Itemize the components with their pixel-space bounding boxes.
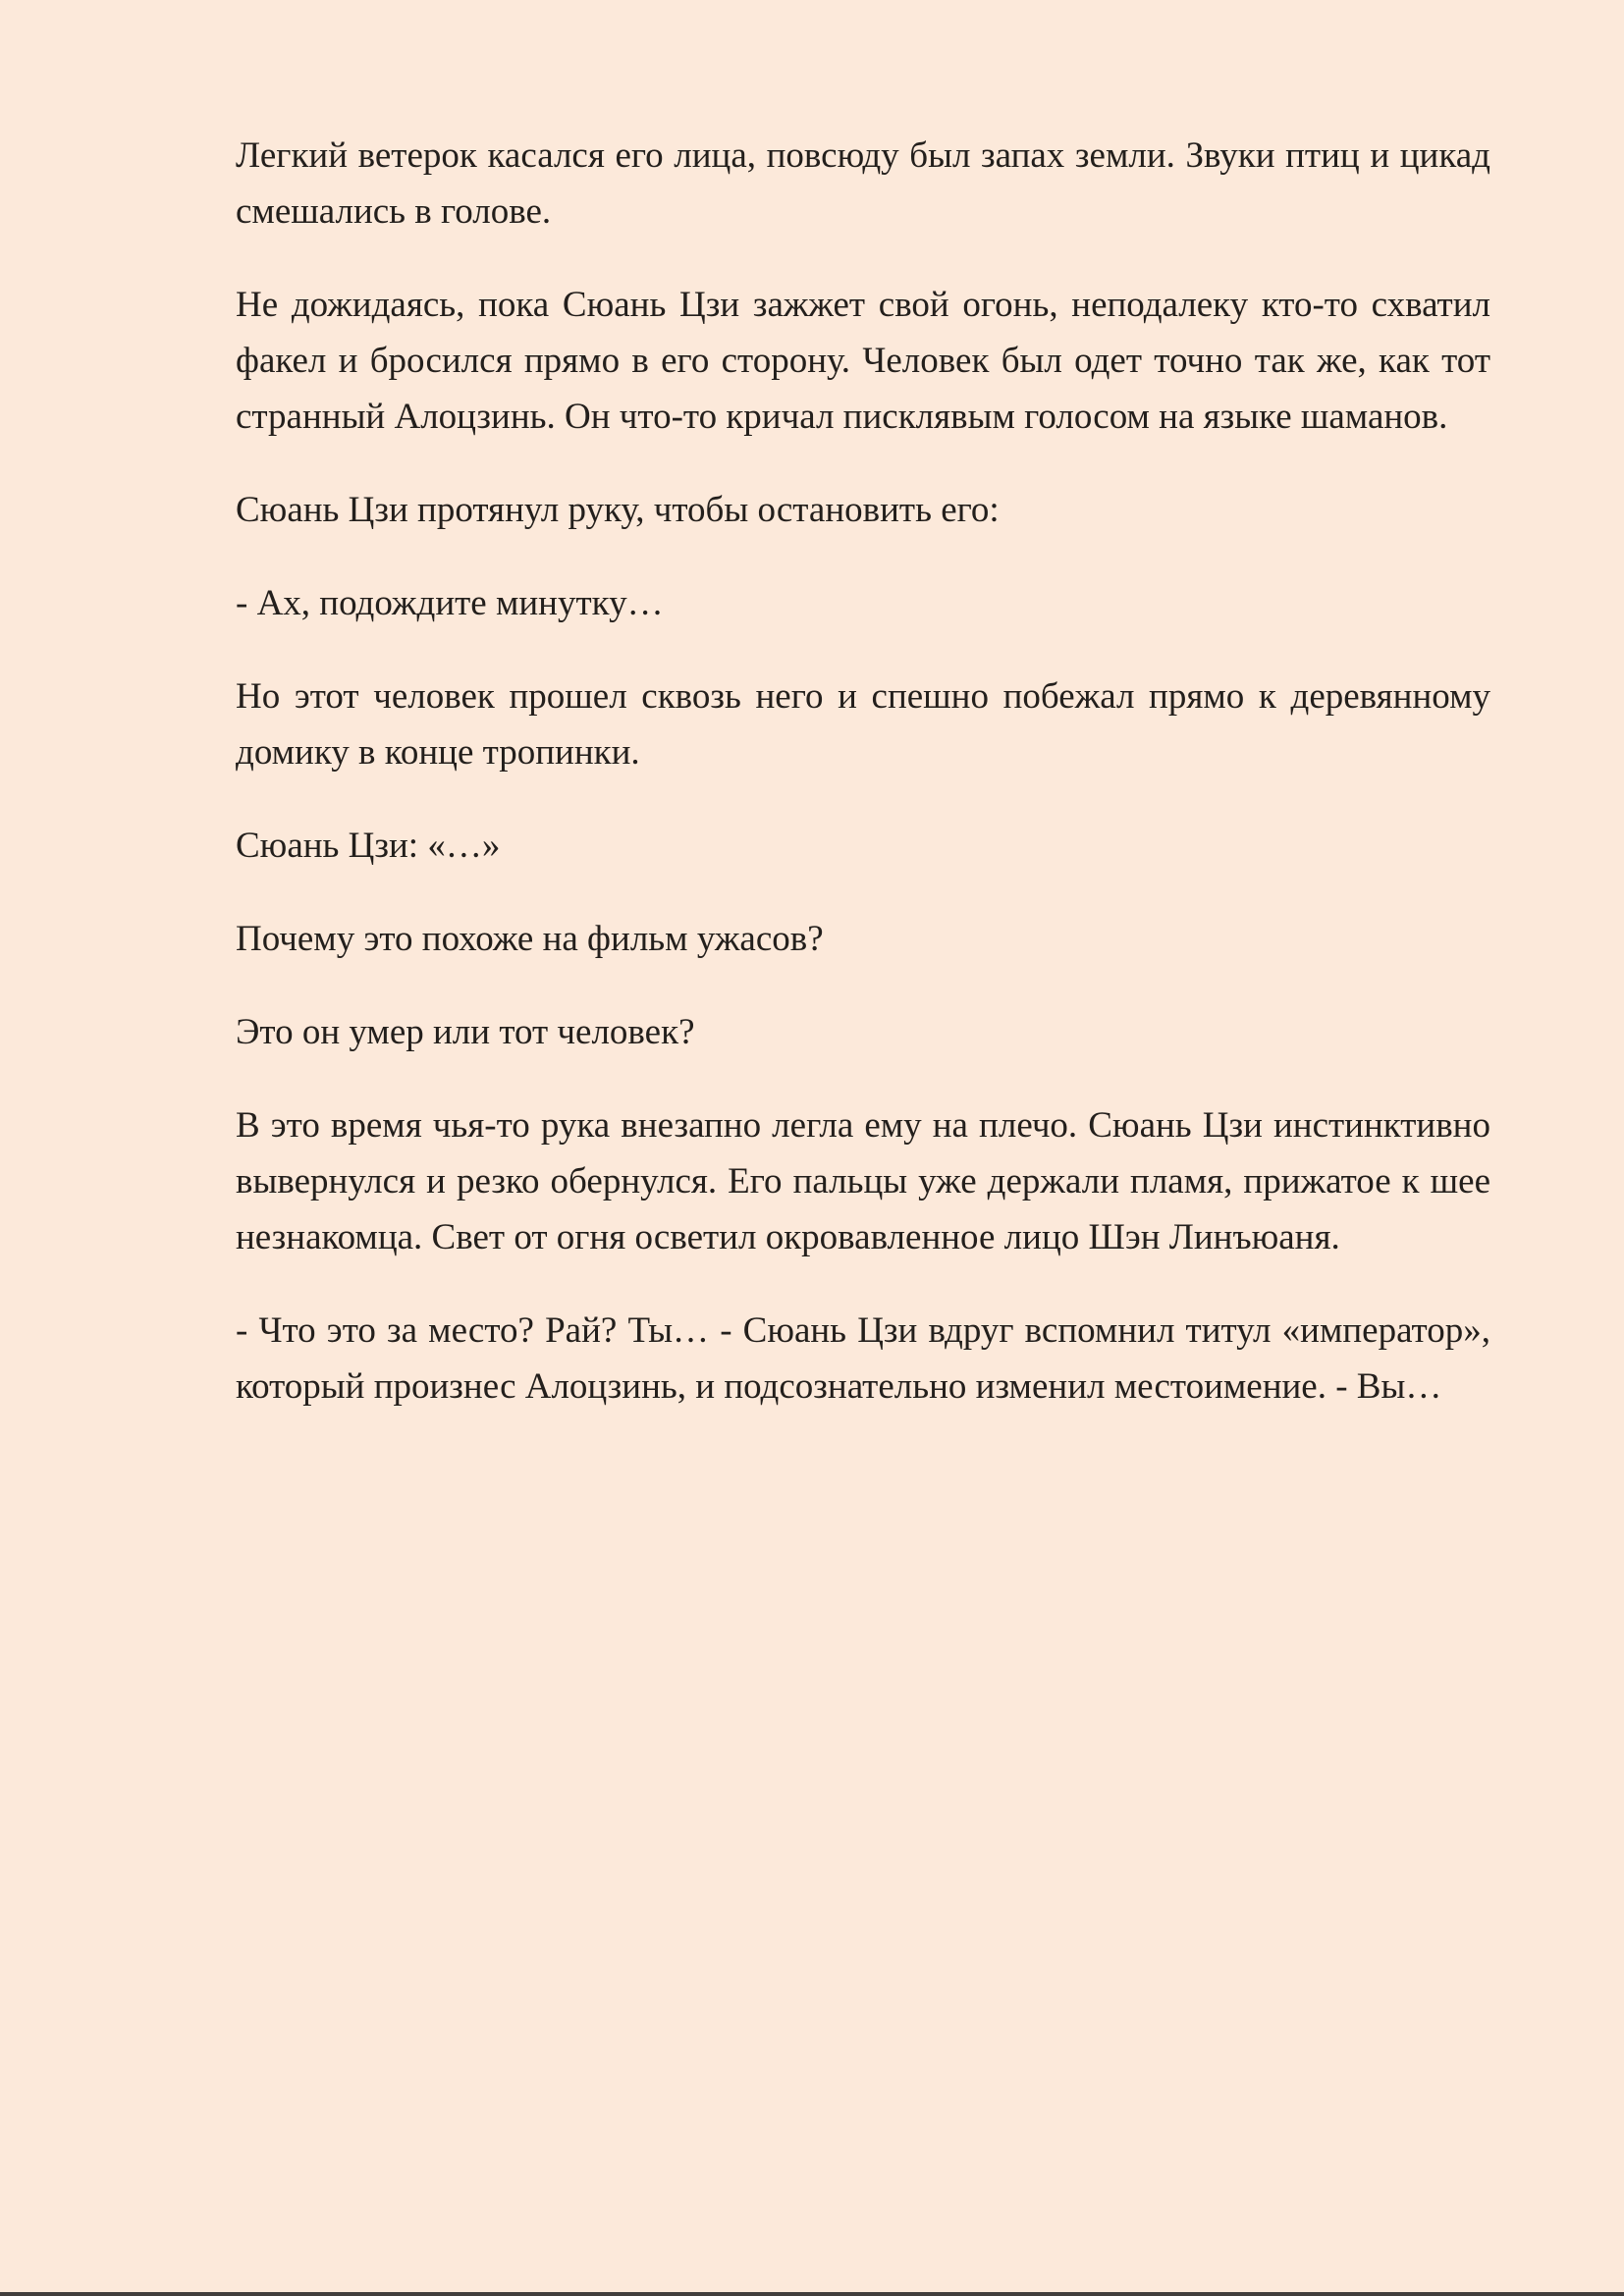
paragraph: - Что это за место? Рай? Ты… - Сюань Цзи вдруг вспомнил титул «император», который произнес Алоцзинь, и подсознательно изменил местоимение. - Вы… <box>236 1310 1490 1407</box>
paragraph: Не дожидаясь, пока Сюань Цзи зажжет свой огонь, неподалеку кто-то схватил факел и бросился прямо в его сторону. Человек был одет точно так же, как тот странный Алоцзинь. Он что-то кричал писклявым голосом на языке шаманов. <box>236 285 1490 437</box>
page-bottom-edge <box>0 2292 1624 2296</box>
paragraph: В это время чья-то рука внезапно легла ему на плечо. Сюань Цзи инстинктивно вывернулся и резко обернулся. Его пальцы уже держали пламя, прижатое к шее незнакомца. Свет от огня осветил окровавленное лицо Шэн Линъюаня. <box>236 1105 1490 1257</box>
paragraph: Легкий ветерок касался его лица, повсюду был запах земли. Звуки птиц и цикад смешались в голове. <box>236 135 1490 232</box>
paragraph: Это он умер или тот человек? <box>236 1012 695 1052</box>
paragraph: - Ах, подождите минутку… <box>236 583 664 623</box>
paragraph: Почему это похоже на фильм ужасов? <box>236 919 824 959</box>
paragraph: Сюань Цзи: «…» <box>236 826 501 866</box>
paragraph: Сюань Цзи протянул руку, чтобы остановить его: <box>236 490 1000 530</box>
paragraph: Но этот человек прошел сквозь него и спешно побежал прямо к деревянному домику в конце тропинки. <box>236 676 1490 773</box>
page-text <box>236 128 1490 1452</box>
